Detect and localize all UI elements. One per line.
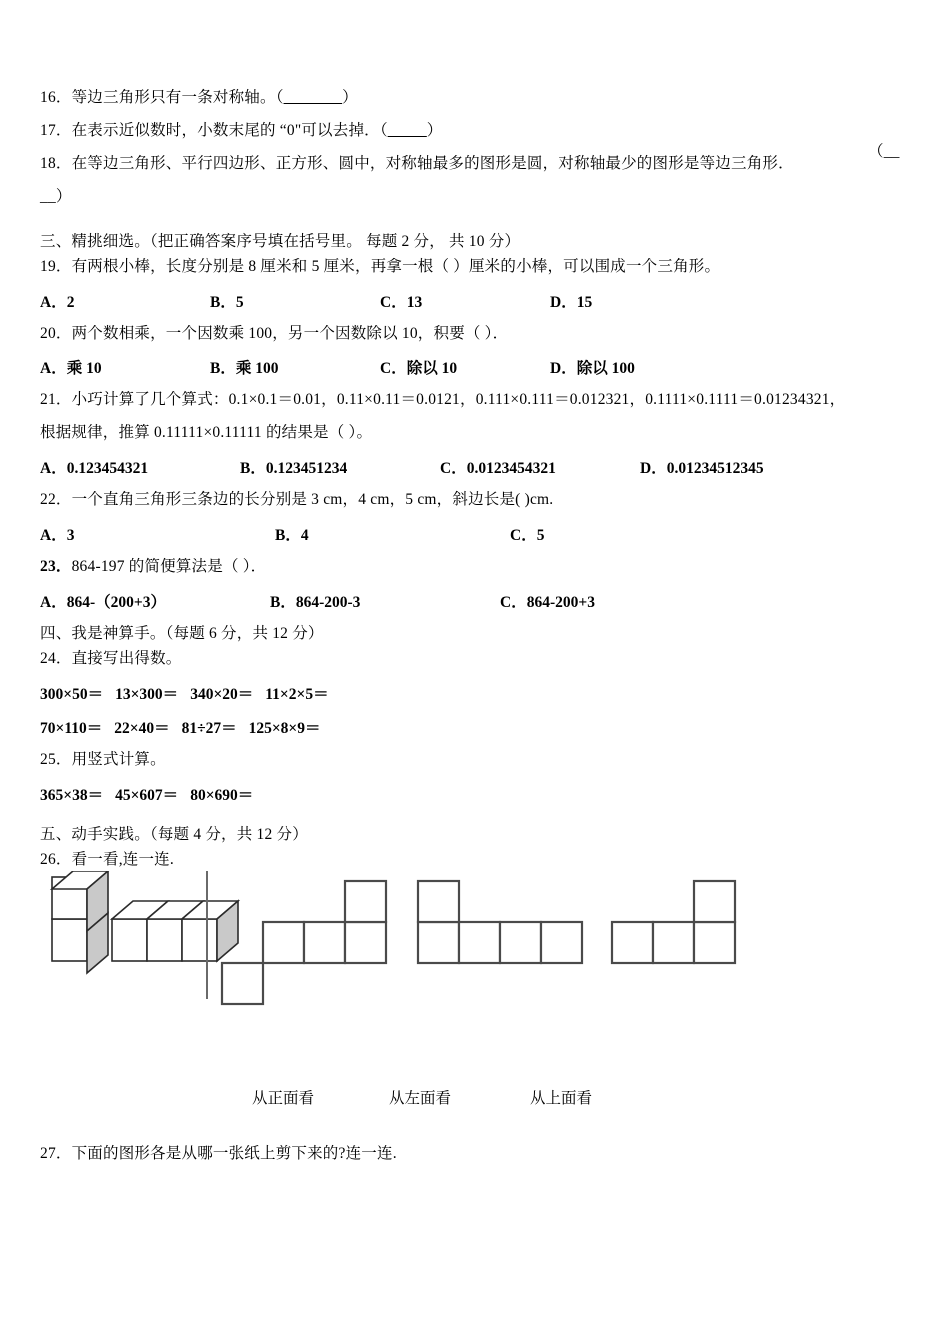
question-16-close: ）: [342, 89, 358, 106]
calc-expression[interactable]: 125×8×9＝: [248, 719, 321, 737]
question-21-number: 21．: [40, 391, 72, 409]
question-20-option-a[interactable]: A．乘 10: [40, 360, 102, 378]
section-four-heading: 四、我是神算手。（每题 6 分，共 12 分）: [40, 625, 324, 643]
question-23-options: [40, 578, 910, 612]
question-20-option-c[interactable]: C．除以 10: [380, 360, 458, 378]
question-16-number: 16．: [40, 89, 72, 106]
question-21-line1: [40, 378, 910, 411]
question-25-number: 25．: [40, 750, 72, 768]
question-24-row-2: [40, 704, 910, 738]
solid-and-views-diagram: [40, 871, 910, 1086]
question-19-option-d[interactable]: D．15: [550, 293, 593, 311]
question-16: [40, 88, 910, 109]
question-17-text: 在表示近似数时，小数末尾的 “0"可以去掉．（: [71, 121, 388, 139]
calc-expression[interactable]: 340×20＝: [190, 685, 254, 703]
question-18-wrap-text[interactable]: __）: [40, 187, 72, 205]
question-18-wrap: [40, 175, 910, 208]
calc-expression[interactable]: 22×40＝: [114, 719, 170, 737]
question-19-option-a[interactable]: A．2: [40, 293, 75, 311]
question-26-stem: 看一看,连一连.: [71, 850, 174, 868]
question-19-stem: 有两根小棒，长度分别是 8 厘米和 5 厘米，再拿一根（ ）厘米的小棒，可以围成一个三角形。: [71, 257, 721, 275]
section-five-heading: 五、动手实践。（每题 4 分，共 12 分）: [40, 825, 308, 843]
question-21-line2: [40, 411, 910, 444]
question-20-option-b[interactable]: B．乘 100: [210, 360, 279, 378]
calc-expression[interactable]: 45×607＝: [115, 786, 179, 804]
question-17-blank[interactable]: ____: [387, 121, 427, 139]
solid-figure: [52, 871, 238, 973]
question-25-stem: 用竖式计算。: [71, 750, 166, 768]
question-25-row-1: [40, 771, 910, 805]
calc-expression[interactable]: 81÷27＝: [181, 719, 237, 737]
question-24: [40, 645, 910, 670]
question-20: [40, 312, 910, 345]
question-24-row-1: [40, 670, 910, 704]
question-23-stem: 864-197 的简便算法是（ ）．: [71, 558, 267, 576]
calc-expression[interactable]: 11×2×5＝: [265, 685, 329, 703]
view-label-front: 从正面看: [252, 1089, 315, 1107]
question-26: [40, 846, 910, 871]
question-20-stem: 两个数相乘，一个因数乘 100，另一个因数除以 10，积要（ ）．: [71, 324, 509, 342]
question-17-close: ）: [426, 121, 443, 139]
calc-expression[interactable]: 365×38＝: [40, 786, 104, 804]
question-24-stem: 直接写出得数。: [71, 650, 182, 668]
view-shape-3: [612, 881, 735, 963]
question-21-option-a[interactable]: A．0.123454321: [40, 460, 149, 478]
question-22-number: 22．: [40, 491, 72, 509]
question-21-stem-line1: 小巧计算了几个算式：0.1×0.1＝0.01，0.11×0.11＝0.0121，0.111×0.111＝0.012321，0.1111×0.1111＝0.01234321，: [71, 391, 846, 409]
calc-expression[interactable]: 70×110＝: [40, 719, 103, 737]
question-23-option-c[interactable]: C．864-200+3: [500, 594, 595, 612]
question-22-option-a[interactable]: A．3: [40, 527, 75, 545]
question-21-option-d[interactable]: D．0.01234512345: [640, 460, 764, 478]
top-spacer: [40, 0, 910, 88]
question-17: [40, 109, 910, 142]
left-stack-side-faces: [87, 871, 108, 973]
question-19-options: [40, 278, 910, 312]
question-20-number: 20．: [40, 324, 72, 342]
section-three-heading: 三、精挑细选。（把正确答案序号填在括号里。 每题 2 分， 共 10 分）: [40, 232, 521, 250]
calc-expression[interactable]: 80×690＝: [190, 786, 254, 804]
question-19: [40, 253, 910, 278]
question-23-option-b[interactable]: B．864-200-3: [270, 594, 361, 612]
question-26-number: 26．: [40, 850, 72, 868]
question-21-option-c[interactable]: C．0.0123454321: [440, 460, 556, 478]
question-23-number: 23．: [40, 558, 72, 576]
calc-expression[interactable]: 13×300＝: [115, 685, 179, 703]
question-22-options: [40, 511, 910, 545]
question-22-stem: 一个直角三角形三条边的长分别是 3 cm，4 cm，5 cm，斜边长是( )cm.: [71, 491, 554, 509]
question-26-figure: [40, 871, 910, 1086]
view-shape-2: [418, 881, 582, 963]
question-25: [40, 738, 910, 771]
question-26-view-labels: [40, 1086, 910, 1120]
view-label-left: 从左面看: [389, 1089, 452, 1107]
question-18-text: 在等边三角形、平行四边形、正方形、圆中，对称轴最多的图形是圆，对称轴最少的图形是等边三角形．: [71, 154, 794, 172]
question-27-number: 27．: [40, 1144, 72, 1162]
question-18: [40, 142, 910, 175]
right-row-front-faces: [112, 919, 217, 961]
question-16-blank[interactable]: ______: [283, 89, 343, 106]
question-22-option-c[interactable]: C．5: [510, 527, 545, 545]
question-18-open-paren[interactable]: （__: [868, 142, 900, 160]
question-23: [40, 545, 910, 578]
question-21-option-b[interactable]: B．0.123451234: [240, 460, 348, 478]
question-19-number: 19．: [40, 257, 72, 275]
question-21-options: [40, 444, 910, 478]
question-16-text: 等边三角形只有一条对称轴。（: [71, 89, 284, 106]
view-shape-1: [222, 881, 386, 1004]
question-23-option-a[interactable]: A．864-（200+3）: [40, 594, 166, 612]
question-27-stem: 下面的图形各是从哪一张纸上剪下来的?连一连.: [71, 1144, 397, 1162]
calc-expression[interactable]: 300×50＝: [40, 685, 104, 703]
question-17-number: 17．: [40, 121, 72, 139]
question-24-number: 24．: [40, 650, 72, 668]
question-18-number: 18．: [40, 154, 72, 172]
question-20-option-d[interactable]: D．除以 100: [550, 360, 635, 378]
question-22: [40, 478, 910, 511]
question-27: [40, 1120, 910, 1165]
question-22-option-b[interactable]: B．4: [275, 527, 309, 545]
question-20-options: [40, 344, 910, 378]
question-19-option-b[interactable]: B．5: [210, 293, 244, 311]
view-label-top: 从上面看: [530, 1089, 593, 1107]
question-19-option-c[interactable]: C．13: [380, 293, 423, 311]
question-21-stem-line2: 根据规律，推算 0.11111×0.11111 的结果是（ ）。: [40, 424, 373, 442]
